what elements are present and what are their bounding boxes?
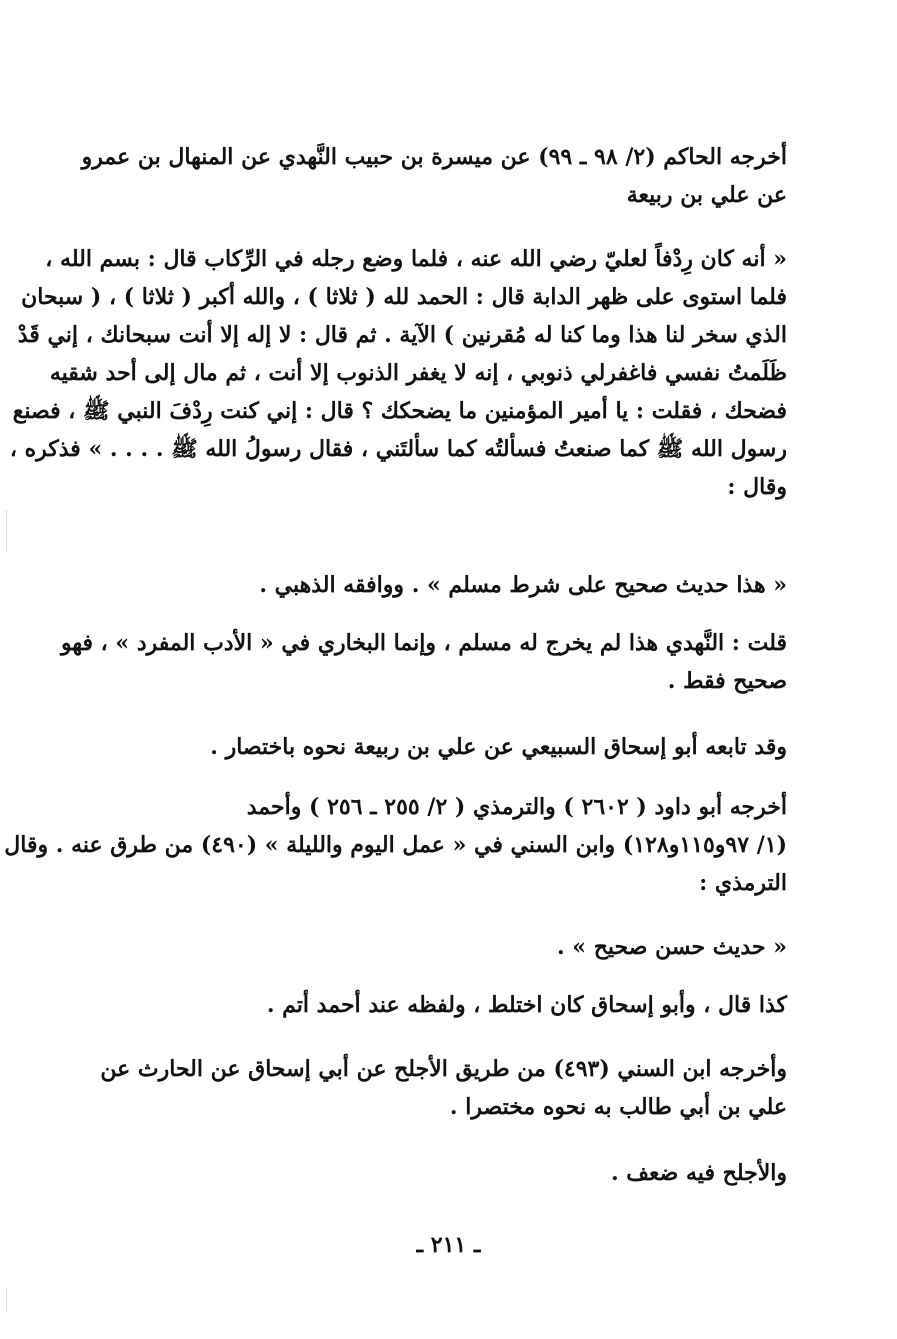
text-line: قلت : النَّهدي هذا لم يخرج له مسلم ، وإنما البخاري في « الأدب المفرد » ، فهو <box>60 630 787 656</box>
text-line: « حديث حسن صحيح » . <box>556 934 787 960</box>
paragraph-hakim-grading <box>103 566 787 604</box>
text-line: علي بن أبي طالب به نحوه مختصرا . <box>449 1094 787 1120</box>
paragraph-tirmidhi-grading <box>103 928 787 966</box>
text-line: (١/ ٩٧و١١٥و١٢٨) وابن السني في « عمل اليوم والليلة » (٤٩٠) من طرق عنه . وقال <box>4 832 787 858</box>
paragraph-corroboration <box>103 728 787 766</box>
paragraph-hadith-text <box>9 240 787 506</box>
text-line: الذي سخر لنا هذا وما كنا له مُقرنين ) الآية . ثم قال : لا إله إلا أنت سبحانك ، إني قَدْ <box>17 322 787 348</box>
text-line: صحيح فقط . <box>667 668 787 694</box>
paragraph-author-comment <box>60 624 787 700</box>
paragraph-abu-ishaq-note <box>103 986 787 1024</box>
text-line: كذا قال ، وأبو إسحاق كان اختلط ، ولفظه عند أحمد أتم . <box>266 992 787 1018</box>
margin-scan-mark <box>6 1290 7 1310</box>
text-line: « هذا حديث صحيح على شرط مسلم » . ووافقه الذهبي . <box>259 572 787 598</box>
text-line: فضحك ، فقلت : يا أمير المؤمنين ما يضحكك ؟ قال : إني كنت رِدْفَ النبي ﷺ ، فصنع <box>12 398 787 424</box>
text-line: أخرجه الحاكم (٢/ ٩٨ ـ ٩٩) عن ميسرة بن حبيب النَّهدي عن المنهال بن عمرو <box>81 144 787 170</box>
text-line: والأجلح فيه ضعف . <box>610 1160 787 1186</box>
text-line: « أنه كان رِدْفاً لعليّ رضي الله عنه ، فلما وضع رجله في الرِّكاب قال : بسم الله ، <box>45 246 787 272</box>
text-line: فلما استوى على ظهر الدابة قال : الحمد لله ( ثلاثا ) ، والله أكبر ( ثلاثا ) ، ( سبحان <box>21 284 787 310</box>
paragraph-ajlah-weakness <box>103 1154 787 1192</box>
text-line: عن علي بن ربيعة <box>626 182 787 208</box>
margin-scan-mark <box>6 510 7 550</box>
text-line: رسول الله ﷺ كما صنعتُ فسألتُه كما سألتَني ، فقال رسولُ الله ﷺ . . . . » فذكره ، <box>9 436 787 462</box>
text-line: وقال : <box>727 474 787 500</box>
text-line: أخرجه أبو داود ( ٢٦٠٢ ) والترمذي ( ٢/ ٢٥٥ ـ ٢٥٦ ) وأحمد <box>246 794 787 820</box>
text-line: وأخرجه ابن السني (٤٩٣) من طريق الأجلح عن أبي إسحاق عن الحارث عن <box>100 1056 787 1082</box>
text-line: ظَلَمتُ نفسي فاغفرلي ذنوبي ، إنه لا يغفر الذنوب إلا أنت ، ثم مال إلى أحد شقيه <box>49 360 787 386</box>
page-number: ـ ٢١١ ـ <box>416 1232 481 1258</box>
paragraph-abu-dawud-source <box>4 788 787 902</box>
paragraph-hakim-source <box>81 138 787 214</box>
text-line: وقد تابعه أبو إسحاق السبيعي عن علي بن ربيعة نحوه باختصار . <box>210 734 787 760</box>
paragraph-ibn-sunni-source <box>100 1050 787 1126</box>
text-line: الترمذي : <box>699 870 787 896</box>
